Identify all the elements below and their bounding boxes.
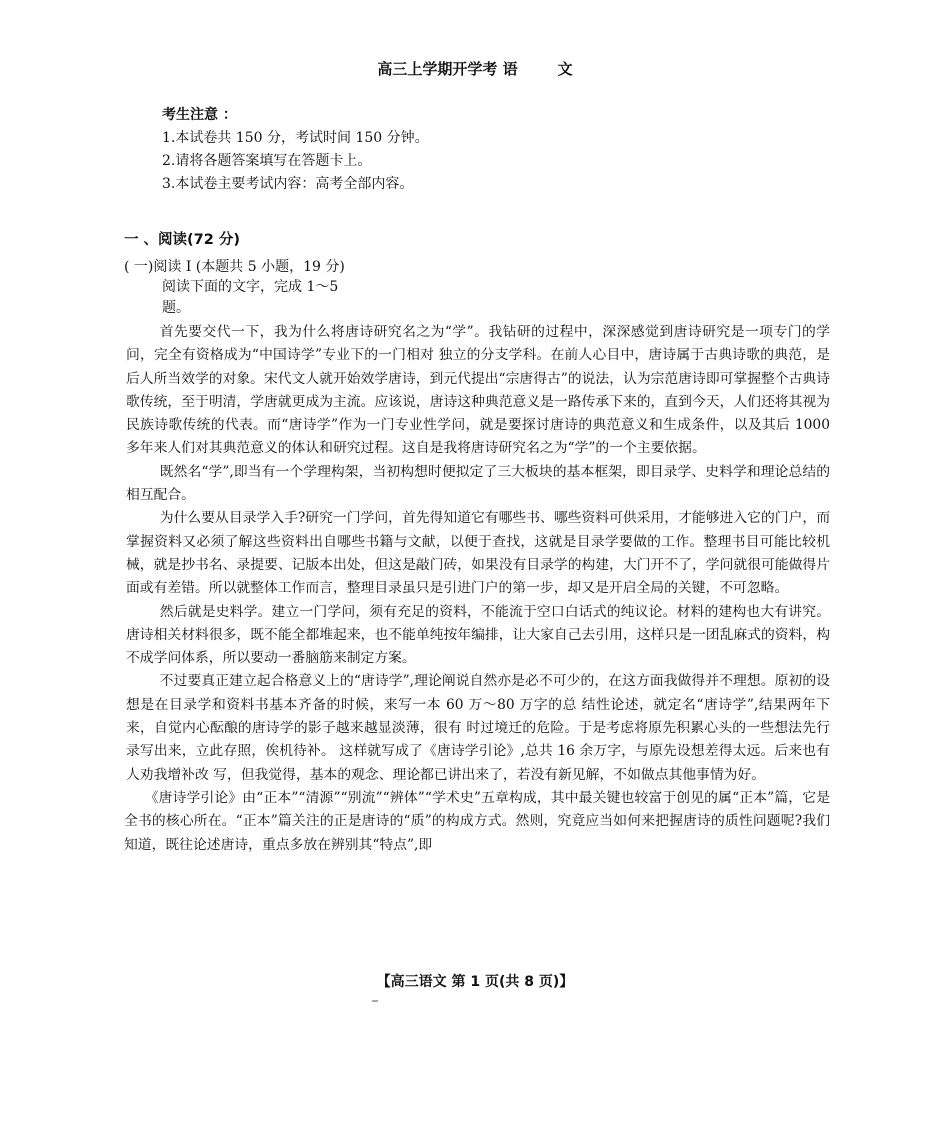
page-footer: 【高三语文 第 1 页(共 8 页)】 [376,974,574,990]
section-title: 一 、阅读(72 分) [124,232,241,248]
page-title [0,58,950,79]
passage-paragraph: 为什么要从目录学入手?研究一门学问，首先得知道它有哪些书、哪些资料可供采用，才能够进入它的门户，而掌握资料又必须了解这些资料出自哪些书籍与文献，以便于查找，这就是目录学要做的工作。整理书目可能比较机械，就是抄书名、录提要、记版本出处，但这是敲门砖，如果没有目录学的构建，大门开不了，学问就很可能做得片面或有差错。所以就整体工作而言，整理目录虽只是引进门户的第一步，却又是开启全局的关键，不可忽略。 [126,510,830,597]
exam-notice [162,104,429,196]
passage-paragraph: 然后就是史料学。建立一门学问，须有充足的资料，不能流于空口白话式的纯议论。材料的建构也大有讲究。唐诗相关材料很多，既不能全都堆起来，也不能单纯按年编排，让大家自己去引用，这样只是一团乱麻式的资料，构不成学问体系，所以要动一番脑筋来制定方案。 [126,603,830,667]
scan-mark [372,1000,378,1002]
reading-passage [126,321,830,857]
passage-paragraph: 《唐诗学引论》由“正本”“清源”“别流”“辨体”“学术史”五章构成，其中最关键也较富于创见的属“正本”篇，它是全书的核心所在。“正本”篇关注的正是唐诗的“质”的构成方式。然则，究竟应当如何来把握唐诗的质性问题呢?我们知道，既往论述唐诗，重点多放在辨别其“特点”,即 [124,789,830,853]
instruction-line: 阅读下面的文字，完成 1～5 [162,279,339,295]
notice-item: 2.请将各题答案填写在答题卡上。 [162,153,372,169]
passage-paragraph: 既然名“学”,即当有一个学理构架，当初构想时便拟定了三大板块的基本框架，即目录学、史料学和理论总结的相互配合。 [126,463,830,504]
section-instruction [162,277,338,319]
passage-paragraph: 不过要真正建立起合格意义上的“唐诗学”,理论阐说自然亦是必不可少的，在这方面我做得并不理想。原初的设想是在目录学和资料书基本齐备的时候，来写一本 60 万～80 万字的总 结性论述，就定名“唐诗学”,结果两年下来，自觉内心酝酿的唐诗学的影子越来越显淡薄，很有 时过境迁的危险。于是考虑将原先积累心头的一些想法先行录写出来，立此存照，俟机待补。 这样就写成了《唐诗学引论》,总共 16 余万字，与原先设想差得太远。后来也有人劝我增补改 写，但我觉得，基本的观念、理论都已讲出来了，若没有新见解，不如做点其他事情为好。 [126,673,830,783]
notice-item: 3.本试卷主要考试内容：高考全部内容。 [162,176,414,192]
notice-item: 1.本试卷共 150 分，考试时间 150 分钟。 [162,130,429,146]
title-part-b: 文 [557,60,573,78]
instruction-line: 题。 [162,300,190,316]
section-subtitle: ( 一)阅读 I (本题共 5 小题，19 分) [124,259,345,275]
title-part-a: 高三上学期开学考 语 [377,60,518,78]
notice-heading: 考生注意 ： [162,107,237,123]
passage-paragraph: 首先要交代一下，我为什么将唐诗研究名之为“学”。我钻研的过程中，深深感觉到唐诗研究是一项专门的学问，完全有资格成为“中国诗学”专业下的一门相对 独立的分支学科。在前人心目中，唐诗属于古典诗歌的典范，是后人所当效学的对象。宋代文人就开始效学唐诗，到元代提出“宗唐得古”的说法，认为宗范唐诗即可掌握整个古典诗歌传统，至于明清，学唐就更成为主流。应该说，唐诗这种典范意义是一路传承下来的，直到今天，人们还将其视为民族诗歌传统的代表。而“唐诗学”作为一门专业性学问，就是要探讨唐诗的典范意义和生成条件，以及其后 1000 多年来人们对其典范意义的体认和研究过程。这自是我将唐诗研究名之为“学”的一个主要依据。 [126,324,830,457]
